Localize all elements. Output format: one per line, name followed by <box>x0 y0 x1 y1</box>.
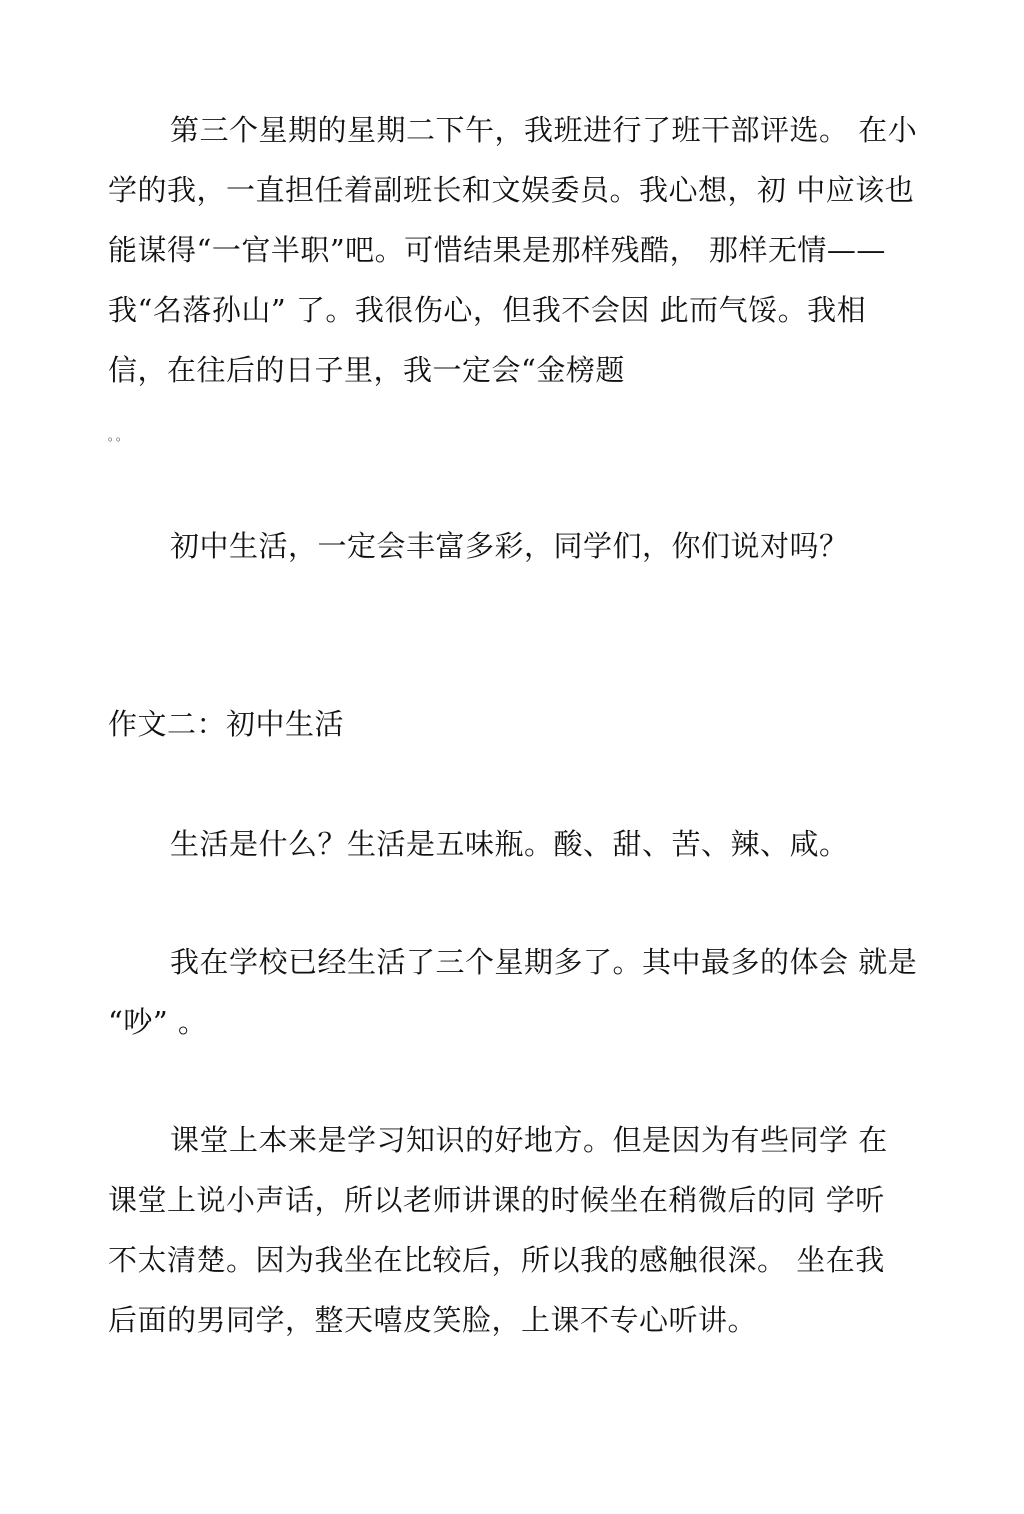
paragraph-1-line-4: 我“名落孙山” 了。我很伤心，但我不会因 此而气馁。我相 <box>108 293 867 327</box>
paragraph-5-line-3: 不太清楚。因为我坐在比较后，所以我的感触很深。 坐在我 <box>108 1243 885 1277</box>
paragraph-3-line-1: 生活是什么？生活是五味瓶。酸、甜、苦、辣、咸。 <box>170 827 849 861</box>
paragraph-5-line-4: 后面的男同学，整天嘻皮笑脸，上课不专心听讲。 <box>108 1303 758 1337</box>
paragraph-5-line-1: 课堂上本来是学习知识的好地方。但是因为有些同学 在 <box>170 1123 888 1157</box>
paragraph-4-line-2: “吵” 。 <box>108 1005 208 1039</box>
paragraph-4-line-1: 我在学校已经生活了三个星期多了。其中最多的体会 就是 <box>170 945 918 979</box>
paragraph-1-line-1: 第三个星期的星期二下午，我班进行了班干部评选。 在小 <box>170 113 918 147</box>
paragraph-2-line-1: 初中生活，一定会丰富多彩，同学们，你们说对吗？ <box>170 529 849 563</box>
paragraph-1-line-2: 学的我，一直担任着副班长和文娱委员。我心想，初 中应该也 <box>108 173 915 207</box>
paragraph-1-line-3: 能谋得“一官半职”吧。可惜结果是那样残酷， 那样无情—— <box>108 233 886 267</box>
stray-marks: 。。 <box>108 429 131 443</box>
paragraph-1-line-5: 信，在往后的日子里，我一定会“金榜题 <box>108 353 625 387</box>
paragraph-5-line-2: 课堂上说小声话，所以老师讲课的时候坐在稍微后的同 学听 <box>108 1183 885 1217</box>
section-heading: 作文二：初中生活 <box>108 707 345 741</box>
